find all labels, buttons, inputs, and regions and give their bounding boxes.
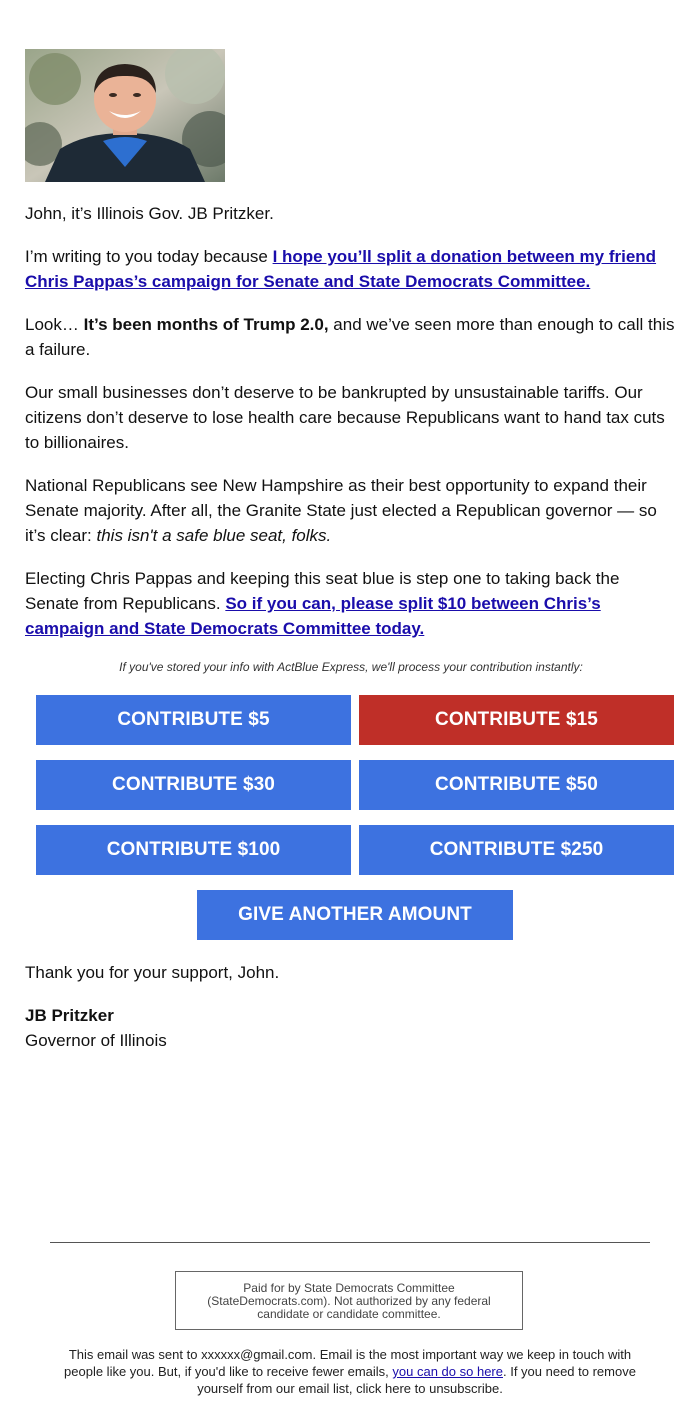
contribute-50-button[interactable]: CONTRIBUTE $50 xyxy=(359,760,674,810)
recipient-email: xxxxxx@gmail.com xyxy=(201,1347,313,1362)
contribute-15-button[interactable]: CONTRIBUTE $15 xyxy=(359,695,674,745)
signature xyxy=(25,1003,677,1053)
split-donation-link[interactable]: I hope you’ll split a donation between my friend Chris Pappas’s campaign for Senate and State Democrats Committee. xyxy=(25,247,657,291)
email-body xyxy=(25,49,677,1053)
trump-text-pre: Look… xyxy=(25,315,84,334)
fewer-emails-link[interactable]: you can do so here xyxy=(392,1364,503,1379)
thank-you-line: Thank you for your support, John. xyxy=(25,963,280,982)
contribute-30-button[interactable]: CONTRIBUTE $30 xyxy=(36,760,351,810)
governor-photo xyxy=(25,49,225,182)
button-row xyxy=(36,825,674,875)
intro-paragraph xyxy=(25,244,677,294)
footer-divider xyxy=(50,1242,650,1243)
pappas-text: Electing Chris Pappas and keeping this seat blue is step one to taking back the Senate from Republicans. xyxy=(25,569,620,613)
pappas-paragraph xyxy=(25,566,677,641)
safe-seat-italic: this isn't a safe blue seat, folks. xyxy=(96,526,332,545)
footer-text xyxy=(50,1346,650,1397)
trump-text-post: and we’ve seen more than enough to call this a failure. xyxy=(25,315,675,359)
signature-name: JB Pritzker xyxy=(25,1006,114,1025)
intro-text: I’m writing to you today because xyxy=(25,247,273,266)
contribute-buttons xyxy=(36,695,674,940)
button-row xyxy=(36,760,674,810)
button-row xyxy=(36,890,674,940)
signature-title: Governor of Illinois xyxy=(25,1031,167,1050)
trump-paragraph xyxy=(25,312,677,362)
contribute-5-button[interactable]: CONTRIBUTE $5 xyxy=(36,695,351,745)
contribute-100-button[interactable]: CONTRIBUTE $100 xyxy=(36,825,351,875)
footer-sent-mid: . Email is the most important way we keep in touch with people like you. But, if you'd like to receive fewer emails, xyxy=(64,1347,632,1379)
tariffs-paragraph: Our small businesses don’t deserve to be bankrupted by unsustainable tariffs. Our citizens don’t deserve to lose health care because Republicans want to hand tax cuts to billionaires. xyxy=(25,383,665,452)
footer-sent-pre: This email was sent to xyxy=(68,1347,202,1362)
give-another-amount-button[interactable]: GIVE ANOTHER AMOUNT xyxy=(197,890,513,940)
split-ten-link[interactable]: So if you can, please split $10 between Chris’s campaign and State Democrats Committee today. xyxy=(25,594,601,638)
trump-bold-text: It’s been months of Trump 2.0, xyxy=(83,315,329,334)
new-hampshire-text: National Republicans see New Hampshire as their best opportunity to expand their Senate majority. After all, the Granite State just elected a Republican governor — so it’s clear: xyxy=(25,476,657,545)
footer-sent-post: . If you need to remove yourself from our email list, click here to unsubscribe. xyxy=(197,1364,636,1396)
actblue-express-note: If you've stored your info with ActBlue Express, we'll process your contribution instantly: xyxy=(119,660,583,674)
new-hampshire-paragraph xyxy=(25,473,677,548)
button-row xyxy=(36,695,674,745)
paid-for-disclaimer: Paid for by State Democrats Committee (StateDemocrats.com). Not authorized by any federal candidate or candidate committee. xyxy=(175,1271,523,1330)
contribute-250-button[interactable]: CONTRIBUTE $250 xyxy=(359,825,674,875)
greeting-paragraph: John, it’s Illinois Gov. JB Pritzker. xyxy=(25,204,274,223)
